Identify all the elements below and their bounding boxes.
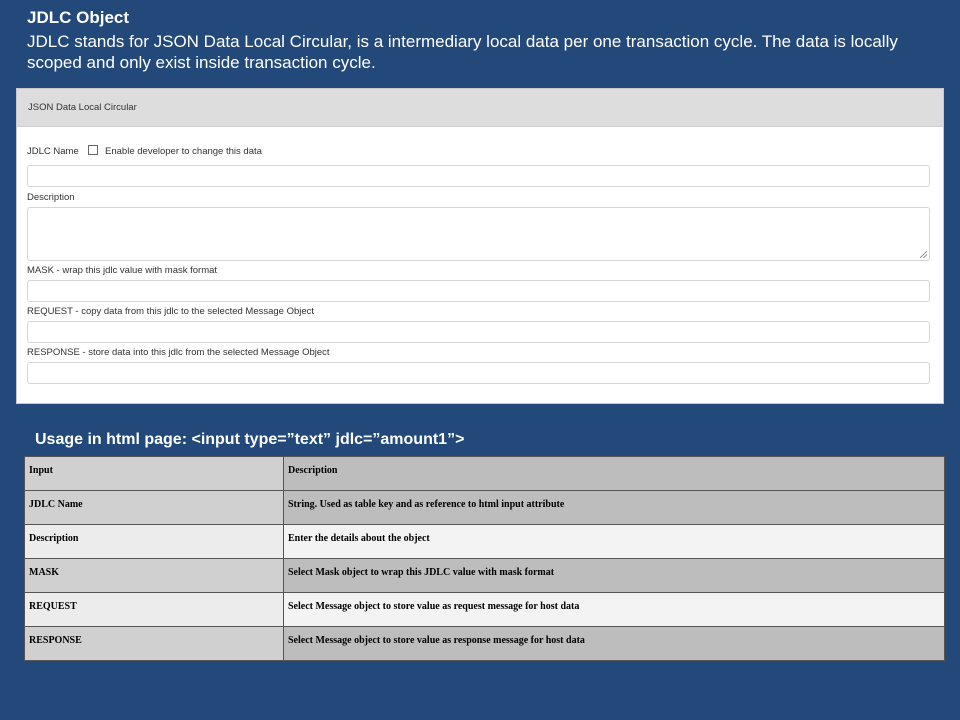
jdlc-form-panel: [16, 88, 944, 404]
request-label: REQUEST - copy data from this jdlc to the selected Message Object: [27, 306, 315, 317]
table-row: [25, 593, 945, 627]
table-cell: JDLC Name: [25, 491, 284, 525]
table-header-cell: Description: [284, 457, 945, 491]
table-cell: Select Mask object to wrap this JDLC value with mask format: [284, 559, 945, 593]
table-row: [25, 559, 945, 593]
enable-developer-label: Enable developer to change this data: [105, 146, 262, 157]
panel-header: JSON Data Local Circular: [17, 89, 943, 127]
mask-input[interactable]: [27, 280, 930, 302]
description-label: Description: [27, 192, 75, 203]
table-row: [25, 491, 945, 525]
table-cell: MASK: [25, 559, 284, 593]
description-textarea[interactable]: [27, 207, 930, 261]
table-cell: Select Message object to store value as response message for host data: [284, 627, 945, 661]
jdlc-name-row: [27, 145, 262, 157]
mask-label: MASK - wrap this jdlc value with mask format: [27, 265, 218, 276]
table-row: [25, 525, 945, 559]
resize-handle-icon[interactable]: [920, 251, 927, 258]
table-header-row: [25, 457, 945, 491]
table-row: [25, 627, 945, 661]
table-cell: String. Used as table key and as reference to html input attribute: [284, 491, 945, 525]
jdlc-name-input[interactable]: [27, 165, 930, 187]
jdlc-name-label: JDLC Name: [27, 146, 79, 157]
table-cell: Enter the details about the object: [284, 525, 945, 559]
response-label: RESPONSE - store data into this jdlc from the selected Message Object: [27, 347, 330, 358]
table-cell: Description: [25, 525, 284, 559]
field-description-table: [24, 456, 945, 661]
table-cell: REQUEST: [25, 593, 284, 627]
table-header-cell: Input: [25, 457, 284, 491]
table-cell: Select Message object to store value as request message for host data: [284, 593, 945, 627]
usage-heading: Usage in html page: <input type=”text” jdlc=”amount1”>: [35, 431, 465, 448]
request-input[interactable]: [27, 321, 930, 343]
table-cell: RESPONSE: [25, 627, 284, 661]
enable-developer-checkbox[interactable]: [88, 145, 98, 155]
slide-title: JDLC Object: [27, 8, 130, 27]
response-input[interactable]: [27, 362, 930, 384]
slide-description: JDLC stands for JSON Data Local Circular, is a intermediary local data per one transaction cycle. The data is locally scoped and only exist inside transaction cycle.: [27, 32, 898, 72]
